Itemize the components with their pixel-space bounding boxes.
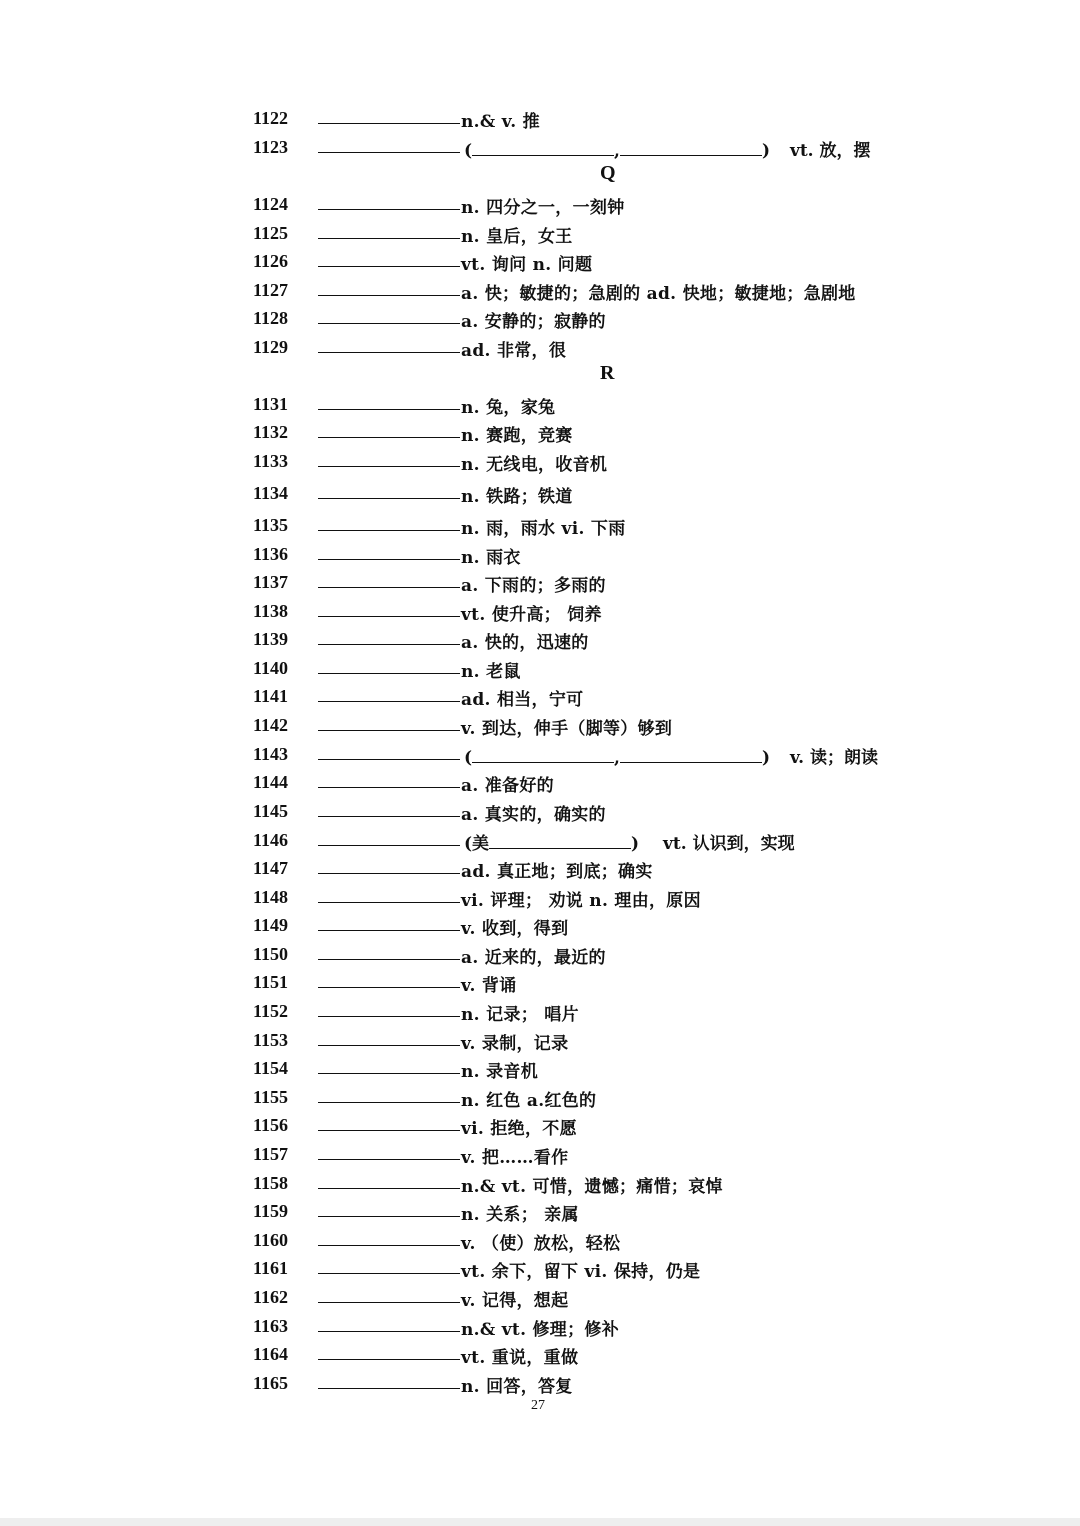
entry-definition: n. 录音机 — [461, 1062, 538, 1083]
answer-blank[interactable] — [318, 498, 460, 499]
entry-1147 — [0, 854, 1080, 882]
entry-definition: n. 记录； 唱片 — [461, 1005, 579, 1025]
entry-number: 1127 — [253, 279, 289, 300]
entry-1123 — [0, 133, 1080, 161]
entry-number: 1123 — [253, 137, 289, 157]
entry-1150 — [0, 940, 1080, 968]
entry-number: 1155 — [253, 1086, 289, 1107]
entry-number: 1163 — [253, 1315, 289, 1336]
section-letter-r: R — [600, 362, 615, 384]
american-spelling-group — [464, 829, 795, 854]
entry-definition: vt. 使升高； 饲养 — [461, 605, 602, 625]
entry-definition: a. 快的，迅速的 — [461, 633, 589, 653]
entry-1136 — [0, 540, 1080, 568]
entry-1165 — [0, 1369, 1080, 1397]
answer-blank[interactable] — [318, 295, 460, 296]
entry-number: 1144 — [253, 772, 289, 792]
answer-blank[interactable] — [318, 959, 460, 960]
entry-number: 1164 — [253, 1344, 289, 1365]
entry-number: 1135 — [253, 515, 289, 535]
answer-blank[interactable] — [318, 466, 460, 467]
past-tense-blank[interactable] — [472, 141, 614, 156]
entry-1159 — [0, 1197, 1080, 1225]
past-tense-blank[interactable] — [472, 748, 614, 763]
close-paren: ) — [631, 834, 640, 854]
entry-1160 — [0, 1226, 1080, 1254]
answer-blank[interactable] — [318, 1302, 460, 1303]
entry-definition: n. 雨，雨水 vi. 下雨 — [461, 519, 626, 539]
entry-definition: vi. 拒绝，不愿 — [461, 1119, 577, 1140]
entry-1131 — [0, 390, 1080, 418]
entry-definition: n. 关系； 亲属 — [461, 1205, 579, 1226]
entry-definition: v. 到达，伸手（脚等）够到 — [461, 719, 673, 739]
entry-definition: vt. 询问 n. 问题 — [461, 255, 593, 276]
entry-definition: n. 赛跑，竞赛 — [461, 426, 573, 446]
entry-1145 — [0, 797, 1080, 825]
entry-definition: n. 皇后，女王 — [461, 226, 573, 247]
entry-definition: v. 记得，想起 — [461, 1291, 569, 1311]
answer-blank[interactable] — [318, 1273, 460, 1274]
entry-definition: a. 下雨的；多雨的 — [461, 576, 606, 596]
section-letter-q: Q — [600, 162, 616, 184]
answer-blank[interactable] — [318, 323, 460, 324]
entry-number: 1152 — [253, 1001, 289, 1021]
entry-1146 — [0, 826, 1080, 854]
entry-definition: v. 录制，记录 — [461, 1033, 569, 1054]
answer-blank[interactable] — [318, 1102, 460, 1103]
entry-1164 — [0, 1340, 1080, 1368]
entry-definition: a. 近来的，最近的 — [461, 947, 606, 968]
entry-number: 1158 — [253, 1172, 289, 1193]
answer-blank[interactable] — [318, 1388, 460, 1389]
entry-1158 — [0, 1169, 1080, 1197]
entry-number: 1126 — [253, 251, 289, 272]
entry-number: 1159 — [253, 1201, 289, 1222]
answer-blank[interactable] — [318, 1130, 460, 1131]
entry-number: 1131 — [253, 394, 289, 414]
entry-definition: ad. 真正地；到底；确实 — [461, 862, 653, 882]
entry-1149 — [0, 911, 1080, 939]
entry-number: 1153 — [253, 1029, 289, 1050]
answer-blank[interactable] — [318, 1331, 460, 1332]
open-paren: ( — [464, 141, 473, 161]
close-paren: ) — [761, 748, 771, 768]
entry-number: 1141 — [253, 686, 289, 706]
entry-number: 1139 — [253, 629, 289, 649]
entry-definition: v. 收到，得到 — [461, 919, 569, 940]
answer-blank[interactable] — [318, 1159, 460, 1160]
answer-blank[interactable] — [318, 152, 460, 153]
entry-definition: a. 准备好的 — [461, 776, 554, 796]
answer-blank[interactable] — [318, 730, 460, 731]
entry-number: 1156 — [253, 1115, 289, 1136]
entry-number: 1140 — [253, 658, 289, 678]
answer-blank[interactable] — [318, 123, 460, 124]
entry-1126 — [0, 247, 1080, 275]
answer-blank[interactable] — [318, 1216, 460, 1217]
entry-1138 — [0, 597, 1080, 625]
entry-number: 1143 — [253, 744, 289, 764]
entry-number: 1134 — [253, 483, 289, 503]
entry-1143 — [0, 740, 1080, 768]
entry-number: 1160 — [253, 1229, 289, 1250]
entry-number: 1161 — [253, 1258, 289, 1279]
answer-blank[interactable] — [318, 902, 460, 903]
entry-1152 — [0, 997, 1080, 1025]
entry-number: 1154 — [253, 1058, 289, 1079]
entry-number: 1162 — [253, 1287, 289, 1307]
entry-definition: v. （使）放松，轻松 — [461, 1233, 621, 1254]
entry-number: 1122 — [253, 108, 289, 128]
entry-1139 — [0, 625, 1080, 653]
answer-blank[interactable] — [318, 1073, 460, 1074]
entry-1162 — [0, 1283, 1080, 1311]
entry-number: 1142 — [253, 715, 289, 735]
entry-definition: vt. 重说，重做 — [461, 1348, 579, 1369]
answer-blank[interactable] — [318, 352, 460, 353]
entry-number: 1149 — [253, 915, 289, 936]
answer-blank[interactable] — [318, 1245, 460, 1246]
entry-definition: vt. 余下，留下 vi. 保持，仍是 — [461, 1262, 701, 1283]
entry-definition: vi. 评理； 劝说 n. 理由，原因 — [461, 890, 701, 911]
entry-1140 — [0, 654, 1080, 682]
entry-number: 1157 — [253, 1144, 289, 1164]
answer-blank[interactable] — [318, 1188, 460, 1189]
entry-definition: n. 红色 a.红色的 — [461, 1090, 597, 1111]
answer-blank[interactable] — [318, 873, 460, 874]
answer-blank[interactable] — [318, 1016, 460, 1017]
entry-1122 — [0, 104, 1080, 132]
inflection-group — [464, 136, 871, 161]
entry-definition: v. 读；朗读 — [789, 748, 878, 768]
entry-1132 — [0, 418, 1080, 446]
inflection-group — [464, 743, 878, 768]
bottom-band — [0, 1518, 1080, 1526]
answer-blank[interactable] — [318, 530, 460, 531]
answer-blank[interactable] — [318, 673, 460, 674]
entry-1128 — [0, 304, 1080, 332]
entry-definition: n. 铁路；铁道 — [461, 487, 573, 507]
open-paren: ( — [464, 748, 473, 768]
entry-definition: a. 快；敏捷的；急剧的 ad. 快地；敏捷地；急剧地 — [461, 283, 856, 304]
past-participle-blank[interactable] — [620, 141, 762, 156]
answer-blank[interactable] — [318, 816, 460, 817]
answer-blank[interactable] — [318, 787, 460, 788]
past-participle-blank[interactable] — [620, 748, 762, 763]
entry-1148 — [0, 883, 1080, 911]
entry-number: 1125 — [253, 222, 289, 243]
entry-1137 — [0, 568, 1080, 596]
entry-1142 — [0, 711, 1080, 739]
entry-1133 — [0, 447, 1080, 475]
entry-definition: a. 安静的；寂静的 — [461, 312, 606, 333]
answer-blank[interactable] — [318, 238, 460, 239]
entry-definition: a. 真实的，确实的 — [461, 804, 606, 825]
answer-blank[interactable] — [318, 266, 460, 267]
entry-number: 1146 — [253, 830, 289, 850]
entry-definition: vt. 认识到，实现 — [663, 834, 795, 854]
answer-blank[interactable] — [318, 1359, 460, 1360]
american-spelling-blank[interactable] — [489, 834, 631, 849]
answer-blank[interactable] — [318, 616, 460, 617]
answer-blank[interactable] — [318, 559, 460, 560]
open-paren: (美 — [464, 834, 490, 854]
entry-number: 1129 — [253, 337, 289, 357]
entry-1135 — [0, 511, 1080, 539]
answer-blank[interactable] — [318, 845, 460, 846]
entry-definition: n. 兔，家兔 — [461, 398, 556, 418]
answer-blank[interactable] — [318, 930, 460, 931]
entry-1124 — [0, 190, 1080, 218]
entry-number: 1133 — [253, 451, 289, 471]
entry-number: 1137 — [253, 572, 289, 592]
entry-definition: n.& v. 推 — [461, 112, 540, 132]
entry-1157 — [0, 1140, 1080, 1168]
entry-definition: ad. 非常，很 — [461, 341, 567, 361]
entry-definition: n. 老鼠 — [461, 662, 521, 682]
entry-number: 1138 — [253, 601, 289, 621]
entry-1144 — [0, 768, 1080, 796]
answer-blank[interactable] — [318, 437, 460, 438]
entry-1129 — [0, 333, 1080, 361]
page-number: 27 — [531, 1398, 545, 1413]
answer-blank[interactable] — [318, 409, 460, 410]
entry-number: 1148 — [253, 886, 289, 907]
entry-1154 — [0, 1054, 1080, 1082]
entry-number: 1145 — [253, 800, 289, 821]
entry-1134 — [0, 479, 1080, 507]
entry-1161 — [0, 1254, 1080, 1282]
entry-1151 — [0, 968, 1080, 996]
answer-blank[interactable] — [318, 587, 460, 588]
entry-definition: n. 回答，答复 — [461, 1376, 573, 1397]
entry-1141 — [0, 682, 1080, 710]
entry-number: 1165 — [253, 1372, 289, 1393]
answer-blank[interactable] — [318, 701, 460, 702]
entry-number: 1124 — [253, 194, 289, 214]
entry-definition: n. 四分之一，一刻钟 — [461, 198, 625, 218]
entry-1156 — [0, 1111, 1080, 1139]
entry-definition: ad. 相当，宁可 — [461, 690, 584, 710]
close-paren: ) — [761, 141, 771, 161]
entry-definition: v. 背诵 — [461, 976, 517, 997]
answer-blank[interactable] — [318, 1045, 460, 1046]
answer-blank[interactable] — [318, 644, 460, 645]
entry-definition: v. 把……看作 — [461, 1148, 569, 1168]
entry-number: 1150 — [253, 943, 289, 964]
entry-definition: n. 无线电，收音机 — [461, 455, 608, 475]
answer-blank[interactable] — [318, 987, 460, 988]
entry-number: 1136 — [253, 544, 289, 564]
answer-blank[interactable] — [318, 759, 460, 760]
entry-1155 — [0, 1083, 1080, 1111]
entry-definition: n. 雨衣 — [461, 548, 521, 568]
entry-definition: n.& vt. 可惜，遗憾；痛惜；哀悼 — [461, 1176, 723, 1197]
entry-number: 1132 — [253, 422, 289, 442]
answer-blank[interactable] — [318, 209, 460, 210]
entry-number: 1151 — [253, 972, 289, 993]
entry-definition: n.& vt. 修理；修补 — [461, 1319, 620, 1340]
entry-definition: vt. 放，摆 — [789, 141, 871, 161]
entry-1153 — [0, 1026, 1080, 1054]
entry-1125 — [0, 219, 1080, 247]
entry-number: 1147 — [253, 858, 289, 878]
comma: , — [614, 748, 620, 768]
entry-1163 — [0, 1312, 1080, 1340]
entry-number: 1128 — [253, 308, 289, 329]
entry-1127 — [0, 276, 1080, 304]
comma: , — [614, 141, 620, 161]
